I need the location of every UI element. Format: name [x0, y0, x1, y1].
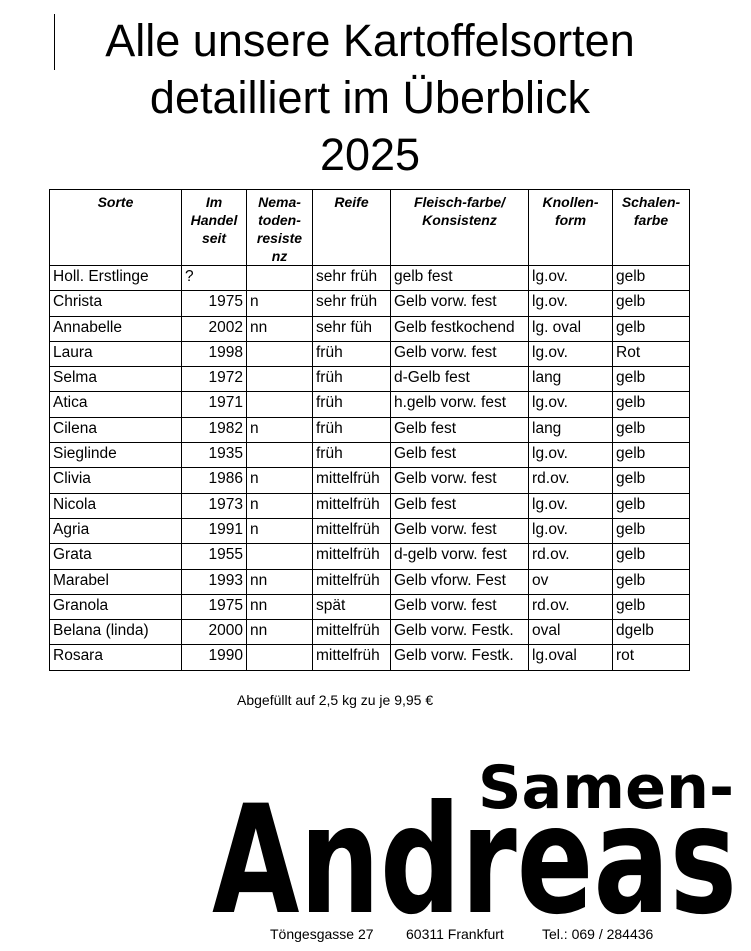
table-cell: mittelfrüh	[313, 518, 391, 543]
table-cell: Gelb fest	[391, 443, 529, 468]
table-cell: Selma	[50, 367, 182, 392]
table-cell: Christa	[50, 291, 182, 316]
table-cell: 1990	[182, 645, 247, 670]
table-cell: n	[247, 291, 313, 316]
table-cell: gelb	[613, 569, 690, 594]
table-cell: Gelb vorw. fest	[391, 468, 529, 493]
table-cell: lg.ov.	[529, 493, 613, 518]
column-header-line: seit	[201, 230, 227, 246]
table-cell: n	[247, 468, 313, 493]
footer-city: 60311 Frankfurt	[406, 926, 504, 942]
table-cell: 1998	[182, 341, 247, 366]
table-cell: Gelb vorw. fest	[391, 518, 529, 543]
logo-word-samen: Samen-	[478, 753, 734, 823]
table-cell: gelb	[613, 367, 690, 392]
table-cell: lg.ov.	[529, 443, 613, 468]
table-cell: 2000	[182, 620, 247, 645]
table-cell: mittelfrüh	[313, 620, 391, 645]
table-cell: Holl. Erstlinge	[50, 266, 182, 291]
title-line-3: 2025	[319, 129, 421, 180]
table-cell: 1971	[182, 392, 247, 417]
table-cell: Clivia	[50, 468, 182, 493]
table-cell: rd.ov.	[529, 594, 613, 619]
table-cell: gelb	[613, 468, 690, 493]
table-cell: lg. oval	[529, 316, 613, 341]
table-cell: n	[247, 518, 313, 543]
table-cell: gelb	[613, 316, 690, 341]
table-cell: sehr früh	[313, 291, 391, 316]
table-cell: 1975	[182, 594, 247, 619]
table-cell: 1973	[182, 493, 247, 518]
table-cell: Marabel	[50, 569, 182, 594]
table-cell: d-Gelb fest	[391, 367, 529, 392]
table-cell: lang	[529, 367, 613, 392]
table-cell: Gelb vorw. Festk.	[391, 620, 529, 645]
table-cell: Gelb vorw. Festk.	[391, 645, 529, 670]
table-cell: nn	[247, 620, 313, 645]
table-cell: gelb	[613, 392, 690, 417]
table-cell: oval	[529, 620, 613, 645]
table-cell: ov	[529, 569, 613, 594]
table-cell: 2002	[182, 316, 247, 341]
column-header-line: Knollen-	[542, 194, 599, 210]
table-cell: nn	[247, 569, 313, 594]
footer-street: Töngesgasse 27	[270, 926, 374, 942]
table-cell: Nicola	[50, 493, 182, 518]
column-header-line: Handel	[190, 212, 238, 228]
table-cell: Sieglinde	[50, 443, 182, 468]
table-cell: rd.ov.	[529, 468, 613, 493]
table-cell: mittelfrüh	[313, 645, 391, 670]
table-cell: d-gelb vorw. fest	[391, 544, 529, 569]
table-cell: mittelfrüh	[313, 544, 391, 569]
price-note: Abgefüllt auf 2,5 kg zu je 9,95 €	[237, 692, 434, 708]
table-cell: früh	[313, 392, 391, 417]
table-cell: Gelb vorw. fest	[391, 341, 529, 366]
table-cell: Rosara	[50, 645, 182, 670]
column-header-line: form	[554, 212, 587, 228]
table-cell: lg.ov.	[529, 392, 613, 417]
column-header-line: Reife	[334, 194, 369, 210]
table-cell: früh	[313, 367, 391, 392]
table-cell: früh	[313, 417, 391, 442]
table-cell: 1982	[182, 417, 247, 442]
table-cell: Gelb vforw. Fest	[391, 569, 529, 594]
table-cell: Rot	[613, 341, 690, 366]
table-cell: Gelb fest	[391, 493, 529, 518]
table-cell: gelb	[613, 544, 690, 569]
column-header-line: Nema-	[258, 194, 301, 210]
table-cell: Belana (linda)	[50, 620, 182, 645]
table-cell: 1991	[182, 518, 247, 543]
table-cell: gelb	[613, 443, 690, 468]
title-line-2: detailliert im Überblick	[149, 72, 591, 123]
column-header-line: farbe	[633, 212, 669, 228]
table-cell: 1972	[182, 367, 247, 392]
table-cell: Atica	[50, 392, 182, 417]
table-cell: Gelb festkochend	[391, 316, 529, 341]
table-cell: spät	[313, 594, 391, 619]
table-cell: Grata	[50, 544, 182, 569]
table-cell: gelb	[613, 417, 690, 442]
table-cell: 1935	[182, 443, 247, 468]
table-cell: rot	[613, 645, 690, 670]
table-cell: Annabelle	[50, 316, 182, 341]
table-cell: früh	[313, 341, 391, 366]
table-cell: 1975	[182, 291, 247, 316]
column-header-line: Im	[205, 194, 223, 210]
column-header-line: toden-	[258, 212, 301, 228]
column-header-line: nz	[271, 248, 288, 264]
table-cell: 1955	[182, 544, 247, 569]
table-cell: rd.ov.	[529, 544, 613, 569]
table-cell: ?	[182, 266, 247, 291]
table-cell: gelb	[613, 266, 690, 291]
table-cell: lg.ov.	[529, 518, 613, 543]
table-cell: lg.oval	[529, 645, 613, 670]
table-cell: Gelb vorw. fest	[391, 594, 529, 619]
table-cell: dgelb	[613, 620, 690, 645]
table-cell: früh	[313, 443, 391, 468]
table-cell: mittelfrüh	[313, 468, 391, 493]
table-cell: lg.ov.	[529, 266, 613, 291]
table-cell: gelb	[613, 594, 690, 619]
table-cell: lg.ov.	[529, 341, 613, 366]
table-cell: n	[247, 493, 313, 518]
title-line-1: Alle unsere Kartoffelsorten	[105, 15, 635, 66]
table-cell: Granola	[50, 594, 182, 619]
table-cell: gelb	[613, 291, 690, 316]
column-header-line: Schalen-	[621, 194, 681, 210]
table-cell: Gelb fest	[391, 417, 529, 442]
footer-phone: Tel.: 069 / 284436	[542, 926, 654, 942]
table-cell: gelb fest	[391, 266, 529, 291]
table-cell: Gelb vorw. fest	[391, 291, 529, 316]
table-cell: 1993	[182, 569, 247, 594]
table-cell: lg.ov.	[529, 291, 613, 316]
table-cell: mittelfrüh	[313, 493, 391, 518]
table-cell: nn	[247, 594, 313, 619]
table-cell: sehr früh	[313, 266, 391, 291]
column-header-line: Konsistenz	[422, 212, 497, 228]
table-cell: sehr füh	[313, 316, 391, 341]
logo-word-andreas: Andreas	[212, 774, 737, 948]
column-header-line: resiste	[256, 230, 303, 246]
table-cell: gelb	[613, 518, 690, 543]
table-cell: h.gelb vorw. fest	[391, 392, 529, 417]
table-cell: Laura	[50, 341, 182, 366]
table-cell: n	[247, 417, 313, 442]
column-header-line: Fleisch-farbe/	[413, 194, 506, 210]
table-cell: nn	[247, 316, 313, 341]
table-cell: lang	[529, 417, 613, 442]
column-header-line: Sorte	[97, 194, 134, 210]
table-cell: Agria	[50, 518, 182, 543]
table-cell: mittelfrüh	[313, 569, 391, 594]
table-cell: 1986	[182, 468, 247, 493]
table-cell: Cilena	[50, 417, 182, 442]
table-cell: gelb	[613, 493, 690, 518]
